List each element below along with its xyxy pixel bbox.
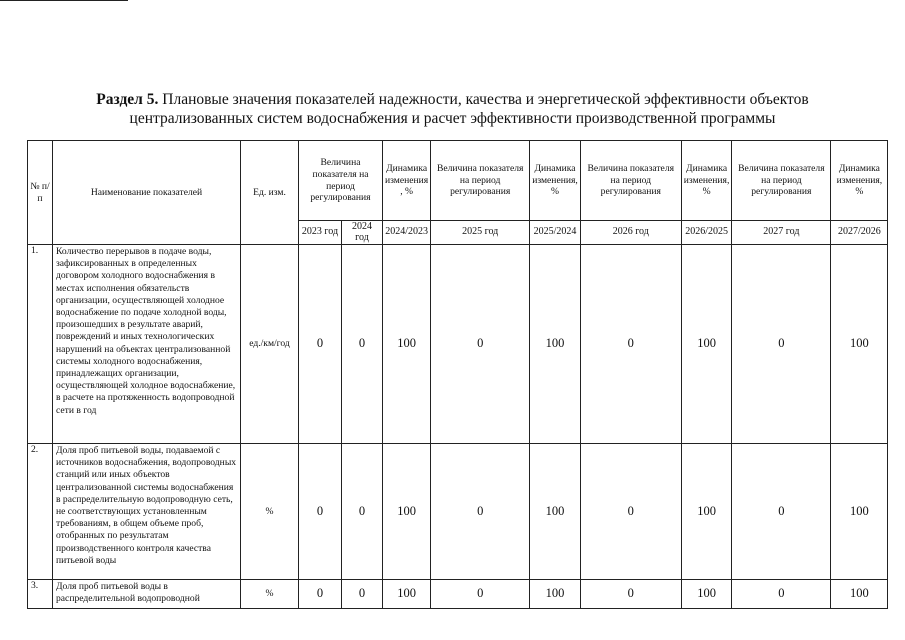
value-2027: 0 (732, 444, 831, 580)
row-unit: ед./км/год (241, 245, 299, 444)
table-row (28, 444, 888, 580)
value-2026: 0 (580, 245, 681, 444)
header-magnitude-2026: Величина показателя на период регулирования (580, 141, 681, 221)
dynamics-2027: 100 (831, 580, 888, 609)
value-2024: 0 (342, 580, 383, 609)
row-num: 1. (28, 245, 53, 444)
row-unit: % (241, 580, 299, 609)
value-2025: 0 (431, 245, 530, 444)
ratio-2024-2023: 2024/2023 (383, 221, 431, 245)
row-num: 2. (28, 444, 53, 580)
section-title-text: Плановые значения показателей надежности, качества и энергетической эффективности объектов централизованных систем водоснабжения и расчет эффективности производственной программы (129, 91, 809, 127)
dynamics-2025: 100 (530, 245, 581, 444)
year-2024: 2024 год (342, 221, 383, 245)
header-dynamics-2025: Динамика изменения, % (530, 141, 581, 221)
dynamics-2025: 100 (530, 444, 581, 580)
value-2024: 0 (342, 245, 383, 444)
value-2025: 0 (431, 444, 530, 580)
value-2026: 0 (580, 444, 681, 580)
section-title-bold: Раздел 5. (96, 91, 159, 108)
value-2023: 0 (299, 245, 342, 444)
header-row (28, 141, 888, 221)
indicators-table (27, 140, 888, 609)
ratio-2026-2025: 2026/2025 (681, 221, 732, 245)
row-name: Количество перерывов в подаче воды, зафиксированных в определенных договором холодного водоснабжения в местах исполнения обязательств организации, осуществляющей холодное водоснабжение по подаче холодной воды, произошедших в результате аварий, повреждений и иных технологических нарушений на объектах централизованной системы холодного водоснабжения, принадлежащих организации, осуществляющей холодное водоснабжение, в расчете на протяженность водопроводной сети в год (53, 245, 241, 444)
value-2027: 0 (732, 580, 831, 609)
header-dynamics-2024: Динамика изменения , % (383, 141, 431, 221)
top-rule (0, 0, 128, 1)
value-2023: 0 (299, 444, 342, 580)
dynamics-2025: 100 (530, 580, 581, 609)
dynamics-2026: 100 (681, 245, 732, 444)
dynamics-2026: 100 (681, 580, 732, 609)
table-row (28, 580, 888, 609)
row-num: 3. (28, 580, 53, 609)
row-name: Доля проб питьевой воды, подаваемой с источников водоснабжения, водопроводных станций или иных объектов централизованной системы водоснабжения в распределительную водопроводную сеть, не соответствующих установленным требованиям, в общем объеме проб, отобранных по результатам производственного контроля качества питьевой воды (53, 444, 241, 580)
value-2027: 0 (732, 245, 831, 444)
header-magnitude-2023-2024: Величина показателя на период регулирования (299, 141, 383, 221)
header-magnitude-2027: Величина показателя на период регулирования (732, 141, 831, 221)
ratio-2025-2024: 2025/2024 (530, 221, 581, 245)
header-dynamics-2026: Динамика изменения, % (681, 141, 732, 221)
header-dynamics-2027: Динамика изменения, % (831, 141, 888, 221)
section-title (60, 90, 845, 128)
dynamics-2024: 100 (383, 245, 431, 444)
row-unit: % (241, 444, 299, 580)
value-2023: 0 (299, 580, 342, 609)
dynamics-2027: 100 (831, 245, 888, 444)
dynamics-2027: 100 (831, 444, 888, 580)
header-name: Наименование показателей (53, 141, 241, 245)
year-2023: 2023 год (299, 221, 342, 245)
header-magnitude-2025: Величина показателя на период регулирования (431, 141, 530, 221)
value-2025: 0 (431, 580, 530, 609)
dynamics-2024: 100 (383, 580, 431, 609)
header-unit: Ед. изм. (241, 141, 299, 245)
dynamics-2026: 100 (681, 444, 732, 580)
ratio-2027-2026: 2027/2026 (831, 221, 888, 245)
row-name: Доля проб питьевой воды в распределительной водопроводной (53, 580, 241, 609)
value-2026: 0 (580, 580, 681, 609)
year-2027: 2027 год (732, 221, 831, 245)
value-2024: 0 (342, 444, 383, 580)
table-row (28, 245, 888, 444)
year-2025: 2025 год (431, 221, 530, 245)
year-2026: 2026 год (580, 221, 681, 245)
dynamics-2024: 100 (383, 444, 431, 580)
header-num: № п/п (28, 141, 53, 245)
